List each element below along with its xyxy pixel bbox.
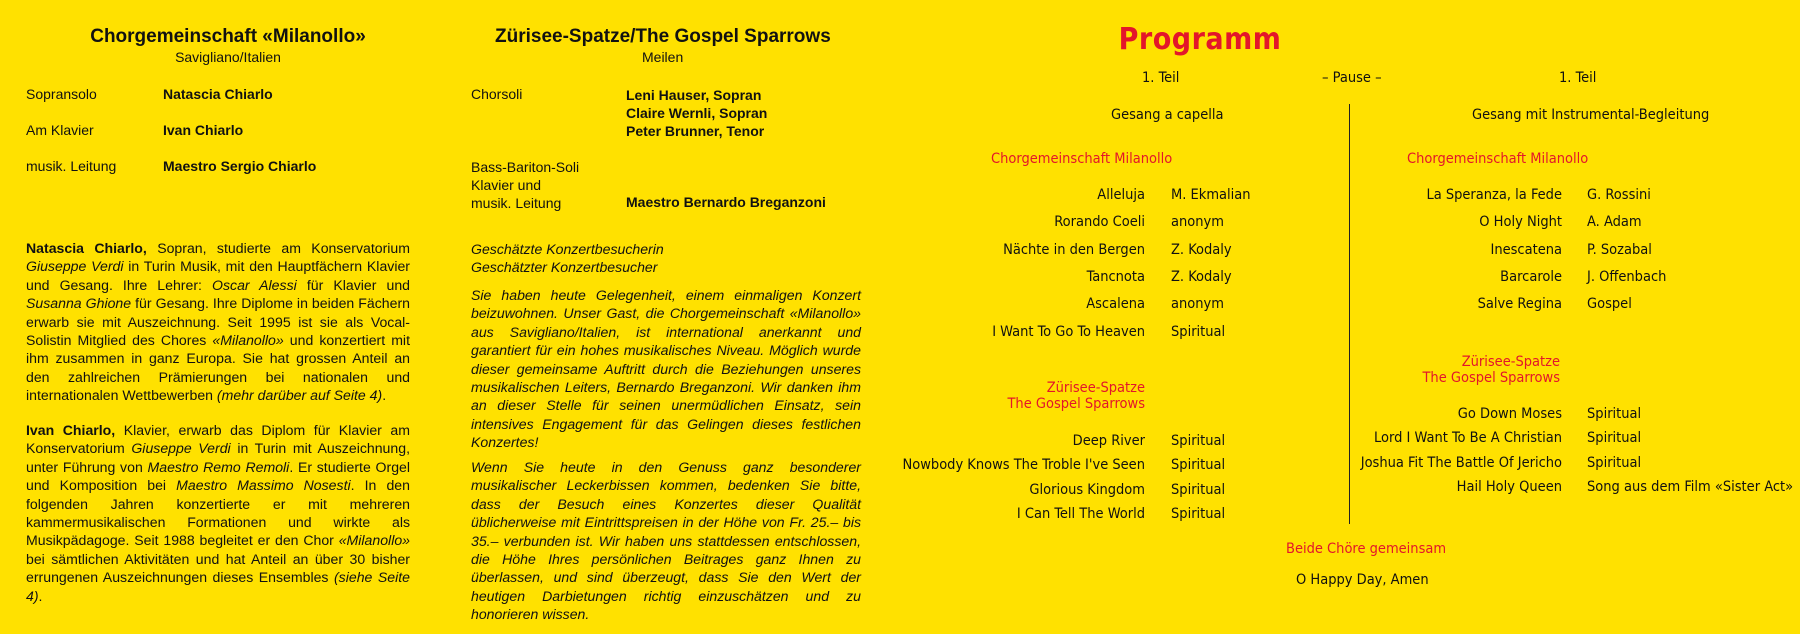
milanollo-title: Chorgemeinschaft «Milanollo»: [90, 26, 366, 47]
program-piece-title: Inescatena: [1490, 241, 1562, 258]
finale-label: Beide Chöre gemeinsam: [1286, 541, 1447, 557]
program-title: Programm: [1118, 22, 1282, 57]
greeting-line: Geschätzte Konzertbesucherin: [471, 241, 664, 257]
bio-ivan: Ivan Chiarlo, Klavier, erwarb das Diplom für Klavier am Konservatorium Giuseppe Verdi in Turin mit Auszeichnung, unter Führung von Maestro Remo Remoli. Er studierte Orgel und Komposition bei Maestro Massimo Nosesti. In den folgenden Jahren konzertierte er mit mehreren kammermusikalischen Formationen und wirkte als Musikpädagoge. Seit 1988 begleitet er den Chor «Milanollo» bei sämtlichen Aktivitäten und hat Anteil an über 30 bisher errungenen Auszeichnungen dieses Ensembles (siehe Seite 4).: [26, 422, 410, 604]
right-choir2-label: Zürisee-Spatze The Gospel Sparrows: [1422, 354, 1560, 386]
right-part-label: 1. Teil: [1559, 70, 1597, 86]
program-piece-composer: Spiritual: [1171, 481, 1226, 498]
program-piece-title: Ascalena: [1086, 296, 1145, 313]
program-piece-composer: Gospel: [1587, 296, 1632, 313]
program-piece-composer: Spiritual: [1171, 457, 1226, 474]
bio-name: Ivan Chiarlo,: [26, 422, 116, 438]
bio-name: Natascia Chiarlo,: [26, 240, 147, 256]
greeting: [471, 240, 861, 277]
right-choir1-label: Chorgemeinschaft Milanollo: [1407, 151, 1589, 167]
program-piece-composer: Spiritual: [1171, 505, 1226, 522]
soloist: Claire Wernli, Sopran: [626, 105, 768, 122]
finale-item: O Happy Day, Amen: [1296, 572, 1429, 588]
program-piece-title: Nächte in den Bergen: [1003, 241, 1145, 258]
credit-role: musik. Leitung: [26, 158, 117, 174]
bass-role: musik. Leitung: [471, 195, 562, 212]
soloist: Leni Hauser, Sopran: [626, 87, 762, 103]
program-piece-composer: M. Ekmalian: [1171, 187, 1251, 203]
program-piece-composer: Z. Kodaly: [1171, 268, 1232, 285]
sparrows-subtitle: Meilen: [642, 49, 684, 65]
program-piece-title: Tancnota: [1086, 268, 1145, 285]
program-piece-composer: P. Sozabal: [1587, 241, 1652, 258]
program-piece-composer: G. Rossini: [1587, 187, 1651, 203]
program-piece-composer: anonym: [1171, 214, 1224, 231]
program-piece-title: Hail Holy Queen: [1456, 478, 1562, 495]
program-piece-title: Alleluja: [1097, 187, 1145, 203]
program-piece-title: Lord I Want To Be A Christian: [1374, 430, 1562, 447]
soloist: Peter Brunner, Tenor: [626, 123, 765, 140]
letter-paragraph-1: Sie haben heute Gelegenheit, einem einmaligen Konzert beizuwohnen. Unser Gast, die Chorgemeinschaft «Milanollo» aus Savigliano/Italien, ist international anerkannt und garantiert für ein hohes musikalisches Niveau. Möglich wurde dieser gemeinsame Auftritt durch die Beziehungen unseres musikalischen Leiters, Bernardo Breganzoni. Wir danken ihm an dieser Stelle für seinen unermüdlichen Einsatz, sein intensives Engagement für das Gelingen dieses festlichen Konzertes!: [471, 287, 861, 451]
right-mode: Gesang mit Instrumental-Begleitung: [1472, 107, 1710, 123]
chorsoli-role: Chorsoli: [471, 86, 523, 102]
greeting-line: Geschätzter Konzertbesucher: [471, 259, 658, 276]
program-piece-title: I Can Tell The World: [1016, 505, 1145, 522]
program-piece-title: Nowbody Knows The Troble I've Seen: [902, 457, 1145, 474]
program-piece-composer: Song aus dem Film «Sister Act»: [1587, 478, 1794, 495]
left-mode: Gesang a capella: [1111, 107, 1224, 123]
program-piece-composer: Z. Kodaly: [1171, 241, 1232, 258]
bass-role: Klavier und: [471, 177, 542, 194]
credit-name: Maestro Sergio Chiarlo: [163, 158, 317, 174]
pause-label: – Pause –: [1322, 70, 1382, 86]
left-choir2-label: Zürisee-Spatze The Gospel Sparrows: [1007, 380, 1145, 412]
letter-paragraph-2: Wenn Sie heute in den Genuss ganz besonderer musikalischer Leckerbissen kommen, bedenken Sie bitte, dass der Besuch eines Konzertes dieser Qualität üblicherweise mit Eintrittspreisen in der Höhe von Fr. 25.– bis 35.– verbunden ist. Wir haben uns stattdessen entschlossen, die Höhe Ihres persönlichen Beitrages ganz Ihnen zu überlassen, und sind überzeugt, dass Sie den Wert der heutigen Darbietungen richtig einzuschätzen und zu honorieren wissen.: [471, 459, 861, 623]
bass-name: Maestro Bernardo Breganzoni: [626, 194, 826, 210]
program-piece-title: I Want To Go To Heaven: [992, 323, 1145, 340]
sparrows-title: Zürisee-Spatze/The Gospel Sparrows: [495, 26, 831, 47]
program-piece-composer: A. Adam: [1587, 214, 1642, 231]
milanollo-column: [26, 0, 430, 604]
program-piece-title: Joshua Fit The Battle Of Jericho: [1360, 454, 1562, 471]
program-piece-title: La Speranza, la Fede: [1426, 187, 1562, 203]
credit-role: Am Klavier: [26, 122, 94, 138]
credit-role: Sopransolo: [26, 86, 97, 102]
program-column: [900, 0, 1800, 634]
program-piece-composer: anonym: [1171, 296, 1224, 313]
program-piece-composer: Spiritual: [1171, 433, 1226, 449]
bass-role: Bass-Bariton-Soli: [471, 159, 580, 175]
program-piece-title: Salve Regina: [1477, 296, 1562, 313]
program-piece-composer: J. Offenbach: [1587, 268, 1667, 285]
left-part-label: 1. Teil: [1142, 70, 1180, 86]
program-piece-title: Deep River: [1072, 433, 1145, 449]
program-piece-composer: Spiritual: [1587, 430, 1642, 447]
bio-natascia: Natascia Chiarlo, Sopran, studierte am Konservatorium Giuseppe Verdi in Turin Musik, mit den Hauptfächern Klavier und Gesang. Ihre Lehrer: Oscar Alessi für Klavier und Susanna Ghione für Gesang. Ihre Diplome in beiden Fächern erwarb sie mit Auszeichnung. Seit 1995 ist sie als Vocal-Solistin Mitglied des Chores «Milanollo» und konzertiert mit ihm zusammen in ganz Europa. Sie hat grossen Anteil an den zahlreichen Prämierungen bei nationalen und internationalen Wettbewerben (mehr darüber auf Seite 4).: [26, 240, 410, 404]
program-piece-composer: Spiritual: [1587, 406, 1642, 422]
milanollo-subtitle: Savigliano/Italien: [175, 49, 281, 65]
credit-name: Ivan Chiarlo: [163, 122, 244, 138]
program-piece-title: Glorious Kingdom: [1029, 481, 1145, 498]
credit-name: Natascia Chiarlo: [163, 86, 273, 102]
program-piece-composer: Spiritual: [1171, 323, 1226, 340]
program-piece-title: O Holy Night: [1479, 214, 1562, 231]
program-piece-composer: Spiritual: [1587, 454, 1642, 471]
left-choir1-label: Chorgemeinschaft Milanollo: [991, 151, 1173, 167]
program-piece-title: Barcarole: [1500, 268, 1562, 285]
program-piece-title: Go Down Moses: [1457, 406, 1562, 422]
program-piece-title: Rorando Coeli: [1054, 214, 1145, 231]
